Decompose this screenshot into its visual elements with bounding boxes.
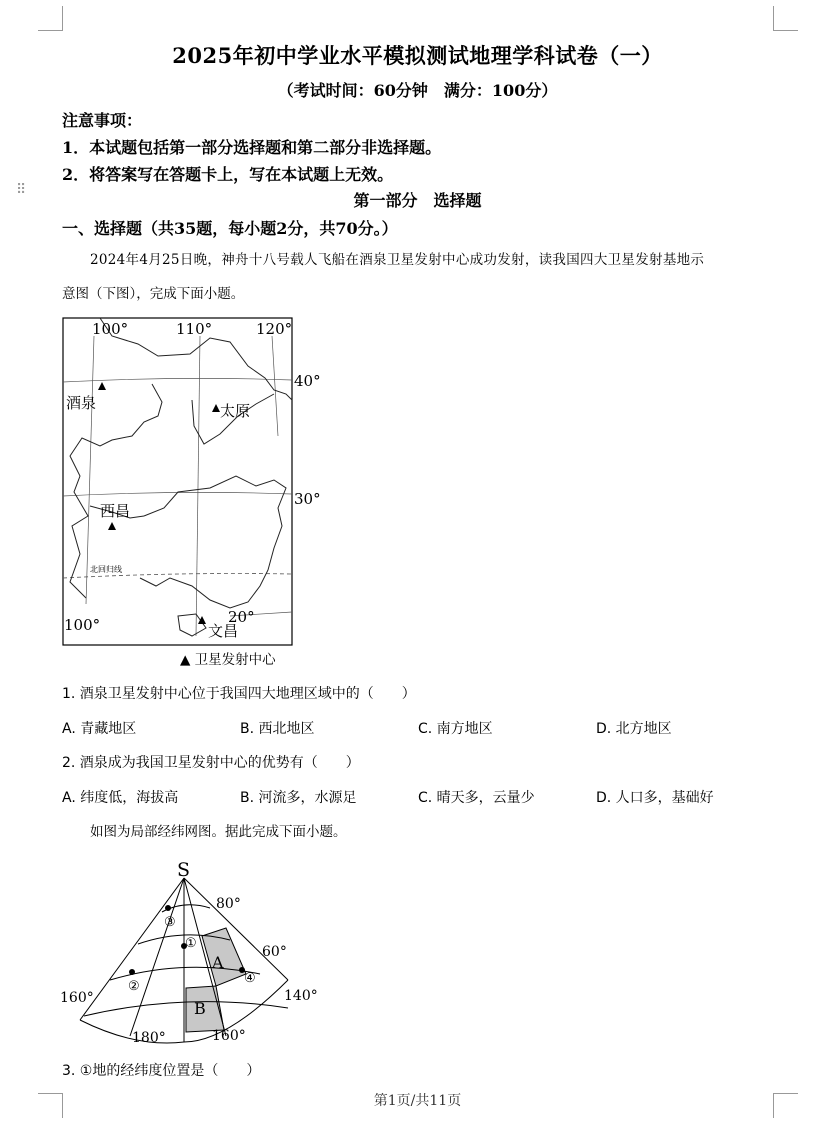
pole-label: S xyxy=(177,859,191,881)
option-a[interactable]: A. 青藏地区 xyxy=(62,721,137,737)
exam-info: （考试时间：60分钟 满分：100分） xyxy=(277,81,558,100)
meridian-line xyxy=(130,878,184,1036)
page-title: 2025年初中学业水平模拟测试地理学科试卷（一） xyxy=(172,43,663,68)
drag-handle-icon[interactable]: ⠿ xyxy=(16,182,27,198)
lat-label-30: 30° xyxy=(294,490,321,508)
question-stem: 2. 酒泉成为我国卫星发射中心的优势有（ ） xyxy=(62,755,360,771)
option-d[interactable]: D. 人口多，基础好 xyxy=(596,790,714,806)
point-4-label: ④ xyxy=(244,971,256,986)
lon-label-100-bottom: 100° xyxy=(64,616,101,634)
lat-label-60: 60° xyxy=(262,944,287,960)
map-legend: ▲ 卫星发射中心 xyxy=(180,652,276,668)
part-title: 第一部分 选择题 xyxy=(353,191,482,210)
meridian-line xyxy=(80,878,184,1020)
lon-label-160-bottom: 160° xyxy=(212,1028,246,1044)
lon-label-110: 110° xyxy=(176,320,213,338)
notes-heading: 注意事项： xyxy=(62,111,143,130)
site-label-taiyuan: 太原 xyxy=(220,402,251,420)
lon-label-120: 120° xyxy=(256,320,293,338)
lon-label-180: 180° xyxy=(132,1030,166,1046)
lat-label-80: 80° xyxy=(216,896,241,912)
point-2-dot xyxy=(129,969,135,975)
graticule-map xyxy=(56,852,326,1048)
satellite-launch-map xyxy=(60,316,321,670)
page-number: 第1页/共11页 xyxy=(373,1093,462,1109)
lat-label-20: 20° xyxy=(228,608,255,626)
map-frame xyxy=(63,318,292,645)
crop-mark-top-left xyxy=(38,6,63,31)
passage-line: 2024年4月25日晚，神舟十八号载人飞船在酒泉卫星发射中心成功发射，读我国四大卫星发射基地示 xyxy=(90,252,705,268)
crop-mark-top-right xyxy=(773,6,798,31)
passage-line: 如图为局部经纬网图。据此完成下面小题。 xyxy=(90,824,347,840)
lat-label-40: 40° xyxy=(294,372,321,390)
tropic-label: 北回归线 xyxy=(90,565,122,574)
point-3-label: ③ xyxy=(164,915,176,930)
site-label-jiuquan: 酒泉 xyxy=(66,394,97,412)
region-a-shade xyxy=(202,928,246,986)
point-2-label: ② xyxy=(128,979,140,994)
site-label-wenchang: 文昌 xyxy=(208,622,239,640)
region-a-label: A xyxy=(212,953,224,972)
note-item: 2．将答案写在答题卡上，写在本试题上无效。 xyxy=(62,165,394,184)
option-d[interactable]: D. 北方地区 xyxy=(596,721,672,737)
option-c[interactable]: C. 南方地区 xyxy=(418,721,493,737)
lon-label-100: 100° xyxy=(92,320,129,338)
option-b[interactable]: B. 河流多，水源足 xyxy=(240,790,357,806)
lon-label-160-left: 160° xyxy=(60,990,94,1006)
site-label-xichang: 西昌 xyxy=(100,502,131,520)
question-stem: 1. 酒泉卫星发射中心位于我国四大地理区域中的（ ） xyxy=(62,686,416,702)
point-1-label: ① xyxy=(185,936,197,951)
region-b-label: B xyxy=(194,999,206,1018)
question-stem: 3. ①地的经纬度位置是（ ） xyxy=(62,1063,261,1079)
point-3-dot xyxy=(165,905,171,911)
section-heading: 一、选择题（共35题，每小题2分，共70分。） xyxy=(62,219,398,238)
option-a[interactable]: A. 纬度低，海拔高 xyxy=(62,790,179,806)
note-item: 1．本试题包括第一部分选择题和第二部分非选择题。 xyxy=(62,138,442,157)
option-c[interactable]: C. 晴天多，云量少 xyxy=(418,790,535,806)
passage-line: 意图（下图），完成下面小题。 xyxy=(62,286,245,302)
option-b[interactable]: B. 西北地区 xyxy=(240,721,315,737)
lon-label-140: 140° xyxy=(284,988,318,1004)
